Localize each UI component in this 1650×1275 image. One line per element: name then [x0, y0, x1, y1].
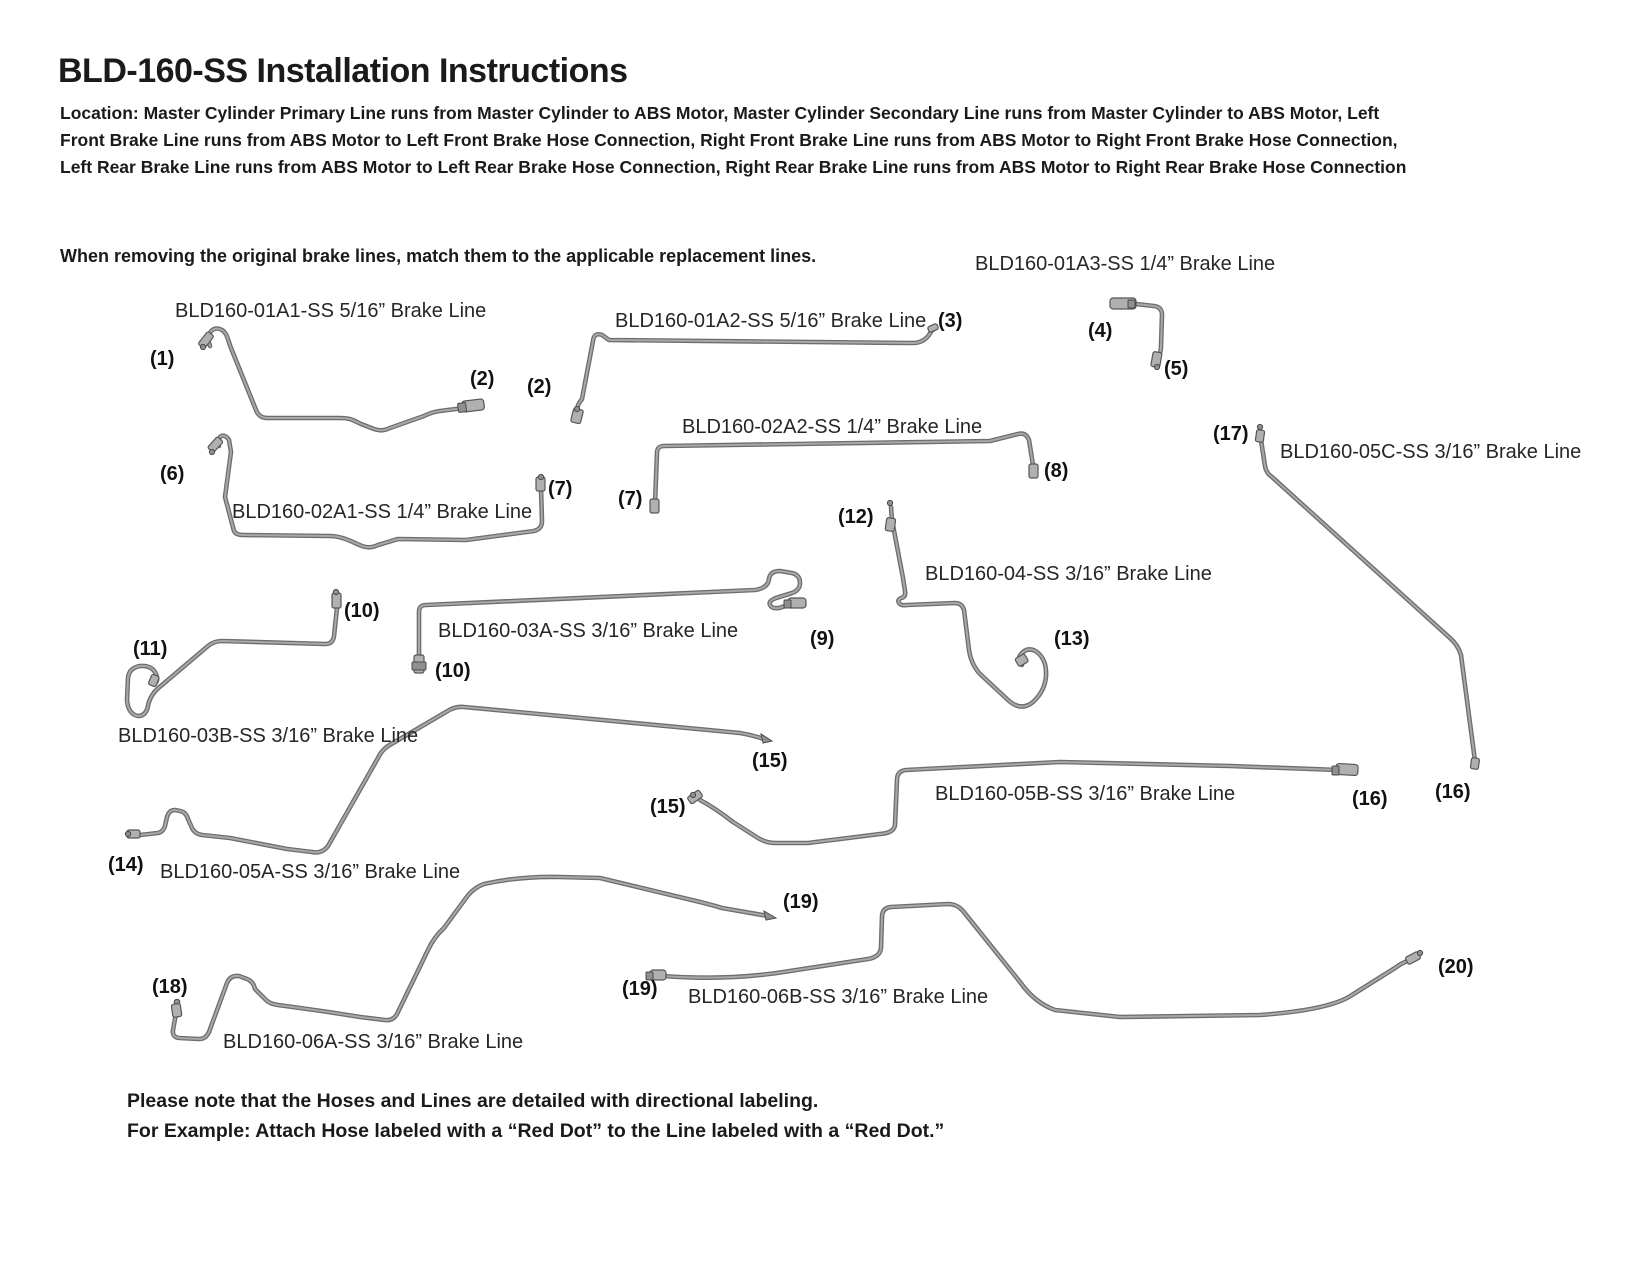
callout-3: (3) [938, 310, 963, 332]
callout-20: (20) [1438, 956, 1474, 978]
callout-9: (9) [810, 628, 835, 650]
part-label-01a3: BLD160-01A3-SS 1/4” Brake Line [975, 253, 1276, 275]
tube-fitting [1110, 298, 1162, 370]
footer-note-line1: Please note that the Hoses and Lines are detailed with directional labeling. [127, 1090, 819, 1112]
part-label-02a2: BLD160-02A2-SS 1/4” Brake Line [682, 416, 983, 438]
callout-1: (1) [150, 348, 175, 370]
callout-2: (2) [527, 376, 552, 398]
callout-13: (13) [1054, 628, 1090, 650]
callout-10: (10) [344, 600, 380, 622]
page-title: BLD-160-SS Installation Instructions [58, 52, 628, 90]
tube-fitting [207, 436, 545, 491]
callout-15: (15) [650, 796, 686, 818]
callout-7: (7) [618, 488, 643, 510]
brake-line-01a1 [198, 329, 485, 431]
part-label-03b: BLD160-03B-SS 3/16” Brake Line [118, 725, 419, 747]
part-label-06b: BLD160-06B-SS 3/16” Brake Line [688, 986, 989, 1008]
match-note: When removing the original brake lines, match them to the applicable replacement lines. [60, 246, 817, 266]
callout-16: (16) [1435, 781, 1471, 803]
part-label-04: BLD160-04-SS 3/16” Brake Line [925, 563, 1212, 585]
part-label-03a: BLD160-03A-SS 3/16” Brake Line [438, 620, 739, 642]
callout-18: (18) [152, 976, 188, 998]
part-label-06a: BLD160-06A-SS 3/16” Brake Line [223, 1031, 524, 1053]
callout-19: (19) [783, 891, 819, 913]
callout-17: (17) [1213, 423, 1249, 445]
callout-12: (12) [838, 506, 874, 528]
part-label-05c: BLD160-05C-SS 3/16” Brake Line [1280, 441, 1582, 463]
part-label-01a1: BLD160-01A1-SS 5/16” Brake Line [175, 300, 487, 322]
footer-note-line2: For Example: Attach Hose labeled with a “Red Dot” to the Line labeled with a “Red Dot.” [127, 1120, 945, 1142]
brake-line-02a1 [207, 436, 545, 548]
callout-14: (14) [108, 854, 144, 876]
brake-line-06a [171, 877, 776, 1039]
brake-line-04 [885, 500, 1046, 706]
brake-line-01a3 [1110, 298, 1162, 370]
tube-fitting [1255, 424, 1479, 769]
callout-10: (10) [435, 660, 471, 682]
callout-6: (6) [160, 463, 185, 485]
brake-line-05c [1255, 424, 1479, 769]
callout-4: (4) [1088, 320, 1113, 342]
callout-2: (2) [470, 368, 495, 390]
tube-fitting [125, 734, 772, 838]
callout-5: (5) [1164, 358, 1189, 380]
callout-19: (19) [622, 978, 658, 1000]
brake-line-02a2 [650, 434, 1038, 513]
tube-fitting [171, 911, 776, 1017]
callout-16: (16) [1352, 788, 1388, 810]
callout-11: (11) [133, 638, 168, 660]
part-label-05b: BLD160-05B-SS 3/16” Brake Line [935, 783, 1236, 805]
brake-line-01a2 [570, 323, 938, 424]
callout-7: (7) [548, 478, 573, 500]
location-paragraph: Location: Master Cylinder Primary Line runs from Master Cylinder to ABS Motor, Master Cylinder Secondary Line runs from Master Cylinder to ABS Motor, Left Front Brake Line runs from ABS Motor to Left Front Brake Hose Connection, Right Front Brake Line runs from ABS Motor to Right Front Brake Hose Connection, Left Rear Brake Line runs from ABS Motor to Left Rear Brake Hose Connection, Right Rear Brake Line runs from ABS Motor to Right Rear Brake Hose Connection [60, 103, 1407, 177]
part-label-01a2: BLD160-01A2-SS 5/16” Brake Line [615, 310, 927, 332]
callout-8: (8) [1044, 460, 1069, 482]
part-label-05a: BLD160-05A-SS 3/16” Brake Line [160, 861, 461, 883]
callout-15: (15) [752, 750, 788, 772]
part-label-02a1: BLD160-02A1-SS 1/4” Brake Line [232, 501, 533, 523]
